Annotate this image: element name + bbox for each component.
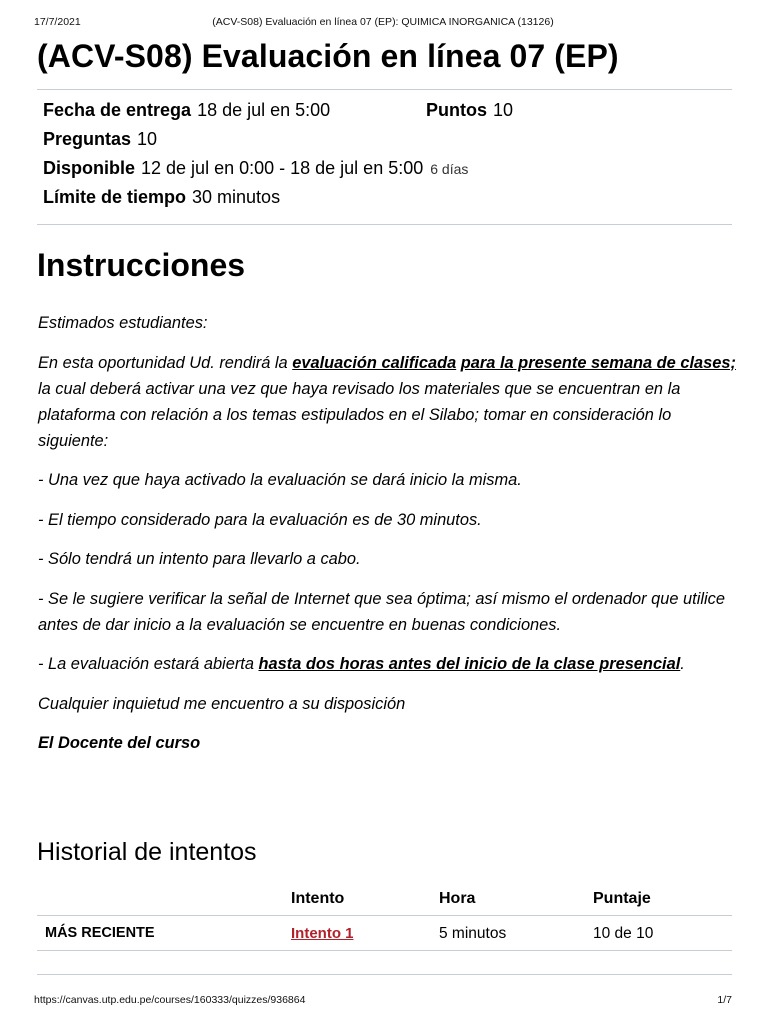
instruction-item: - Sólo tendrá un intento para llevarlo a cabo. xyxy=(38,550,361,568)
page-title: (ACV-S08) Evaluación en línea 07 (EP) xyxy=(37,38,619,74)
instruction-text: - La evaluación estará abierta xyxy=(38,655,259,673)
due-date-label: Fecha de entrega xyxy=(43,100,192,120)
page-url: https://canvas.utp.edu.pe/courses/160333/quizzes/936864 xyxy=(34,994,306,1006)
instruction-text-end: . xyxy=(680,655,685,673)
table-divider xyxy=(37,915,732,916)
questions-value: 10 xyxy=(137,129,158,149)
instruction-item: - El tiempo considerado para la evaluación es de 30 minutos. xyxy=(38,510,482,529)
print-header xyxy=(34,16,732,30)
attempt-history-heading: Historial de intentos xyxy=(37,838,257,866)
intro-text: En esta oportunidad Ud. rendirá la xyxy=(38,353,293,372)
latest-attempt-label: MÁS RECIENTE xyxy=(45,925,155,941)
attempt-score: 10 de 10 xyxy=(593,925,654,942)
print-date: 17/7/2021 xyxy=(34,16,81,28)
emphasis-graded-exam: evaluación calificada xyxy=(292,353,457,372)
intro-paragraph xyxy=(38,350,738,454)
instruction-item: - Se le sugiere verificar la señal de Internet que sea óptima; así mismo el ordenador que utilice antes de dar inicio a la evaluación se encuentre en buenas condiciones. xyxy=(38,589,725,634)
greeting: Estimados estudiantes: xyxy=(38,314,208,332)
page-number: 1/7 xyxy=(717,994,732,1006)
print-footer xyxy=(34,994,732,1008)
available-row xyxy=(43,158,468,179)
available-value: 12 de jul en 0:00 - 18 de jul en 5:00 xyxy=(141,158,424,178)
instructions-body xyxy=(38,310,738,770)
due-date-value: 18 de jul en 5:00 xyxy=(197,100,331,120)
attempt-1-link[interactable]: Intento 1 xyxy=(291,925,354,942)
intro-text-rest: la cual deberá activar una vez que haya revisado los materiales que se encuentran en la plataforma con relación a los temas estipulados en el Silabo; tomar en consideración lo siguiente: xyxy=(38,379,681,450)
print-document-title: (ACV-S08) Evaluación en línea 07 (EP): QUIMICA INORGANICA (13126) xyxy=(212,16,554,28)
time-limit-row xyxy=(43,187,280,208)
table-divider xyxy=(37,950,732,951)
time-limit-label: Límite de tiempo xyxy=(43,187,187,207)
attempt-time: 5 minutos xyxy=(439,925,507,942)
available-duration: 6 días xyxy=(430,161,469,177)
column-header-attempt: Intento xyxy=(291,890,345,907)
points-value: 10 xyxy=(493,100,514,120)
closing-line: Cualquier inquietud me encuentro a su disposición xyxy=(38,694,406,713)
column-header-time: Hora xyxy=(439,890,476,907)
points-label: Puntos xyxy=(426,100,487,120)
column-header-score: Puntaje xyxy=(593,890,651,907)
instruction-item: - Una vez que haya activado la evaluación se dará inicio la misma. xyxy=(38,471,522,489)
questions-row xyxy=(43,129,157,150)
instruction-item xyxy=(38,651,738,677)
points-row xyxy=(426,100,513,121)
available-label: Disponible xyxy=(43,158,136,178)
emphasis-deadline: hasta dos horas antes del inicio de la clase presencial xyxy=(258,655,681,673)
time-limit-value: 30 minutos xyxy=(192,187,281,207)
emphasis-this-week: para la presente semana de clases; xyxy=(460,353,736,372)
due-date-row xyxy=(43,100,330,121)
signature: El Docente del curso xyxy=(38,734,201,752)
divider xyxy=(37,224,732,225)
divider xyxy=(37,89,732,90)
questions-label: Preguntas xyxy=(43,129,132,149)
divider xyxy=(37,974,732,975)
instructions-heading: Instrucciones xyxy=(37,247,246,283)
